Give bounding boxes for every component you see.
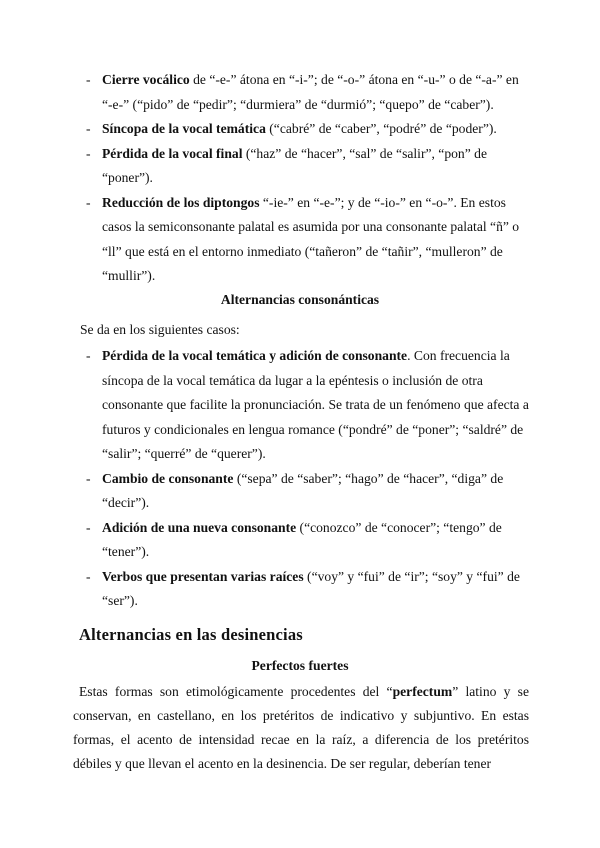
list-item-term: Verbos que presentan varias raíces bbox=[102, 568, 304, 584]
list-item-text: . Con frecuencia la síncopa de la vocal temática da lugar a la epéntesis o inclusión de otra consonante que facilite la pronunciación. Se trata de un fenómeno que afecta a futuros y condicionales en lengua romance (“pondré” de “poner”; “saldré” de “salir”; “querré” de “querer”). bbox=[102, 348, 529, 461]
paragraph-bold-term: perfectum bbox=[392, 684, 453, 699]
list-dash: - bbox=[86, 348, 91, 363]
list-item-text: (“conozco” de “conocer”; “tengo” de “tener”). bbox=[102, 519, 502, 559]
subheading-consonant-alternations: Alternancias consonánticas bbox=[220, 292, 380, 307]
list-dash: - bbox=[86, 145, 91, 161]
list-item bbox=[0, 565, 600, 614]
list-item-text: (“haz” de “hacer”, “sal” de “salir”, “pon” de “poner”). bbox=[102, 145, 487, 185]
list-item-text: de “-e-” átona en “-i-”; de “-o-” átona en “-u-” o de “-a-” en “-e-” (“pido” de “pedir”; “durmiera” de “durmió”; “quepo” de “caber”). bbox=[102, 72, 519, 112]
list-item-term: Cambio de consonante bbox=[102, 470, 234, 486]
list-item bbox=[0, 142, 600, 191]
list-item-term: Síncopa de la vocal temática bbox=[102, 121, 266, 136]
paragraph-text-after: ” latino y se conservan, en castellano, en los pretéritos de indicativo y subjuntivo. En estas formas, el acento de intensidad recae en la raíz, a diferencia de los pretéritos débiles y que llevan el acento en la desinencia. De ser regular, deberían tener bbox=[73, 684, 529, 771]
list-dash: - bbox=[86, 121, 91, 136]
list-item bbox=[0, 191, 600, 289]
list-item-term: Cierre vocálico bbox=[102, 72, 190, 87]
list-item-text: (“voy” y “fui” de “ir”; “soy” y “fui” de “ser”). bbox=[102, 568, 520, 608]
list-item-term: Reducción de los diptongos bbox=[102, 194, 260, 210]
list-item bbox=[0, 516, 600, 565]
list-item bbox=[0, 117, 600, 142]
list-item-text: “-ie-” en “-e-”; y de “-io-” en “-o-”. En estos casos la semiconsonante palatal es asumida por una consonante palatal “ñ” o “ll” que está en el entorno inmediato (“tañeron” de “tañir”, “mulleron” de “mullir”). bbox=[102, 194, 520, 283]
consonant-alternations-list bbox=[0, 344, 600, 614]
list-item bbox=[0, 344, 600, 467]
list-item-text: (“sepa” de “saber”; “hago” de “hacer”, “diga” de “decir”). bbox=[102, 470, 504, 510]
list-dash: - bbox=[86, 568, 91, 584]
vocalic-alternations-list bbox=[0, 68, 600, 289]
list-item-text: (“cabré” de “caber”, “podré” de “poder”). bbox=[265, 121, 497, 136]
body-paragraph bbox=[73, 680, 529, 776]
list-dash: - bbox=[86, 194, 91, 210]
list-item-term: Adición de una nueva consonante bbox=[102, 519, 297, 535]
list-item bbox=[0, 68, 600, 117]
subheading-strong-perfects: Perfectos fuertes bbox=[251, 658, 349, 673]
list-item-term: Pérdida de la vocal temática y adición de consonante bbox=[102, 348, 408, 363]
list-item bbox=[0, 467, 600, 516]
list-dash: - bbox=[86, 470, 91, 486]
section-heading-desinences: Alternancias en las desinencias bbox=[79, 625, 303, 644]
intro-text: Se da en los siguientes casos: bbox=[80, 322, 240, 337]
list-dash: - bbox=[86, 72, 91, 87]
paragraph-text-before: Estas formas son etimológicamente procedentes del “ bbox=[79, 684, 393, 699]
list-item-term: Pérdida de la vocal final bbox=[102, 145, 243, 161]
list-dash: - bbox=[86, 519, 91, 535]
